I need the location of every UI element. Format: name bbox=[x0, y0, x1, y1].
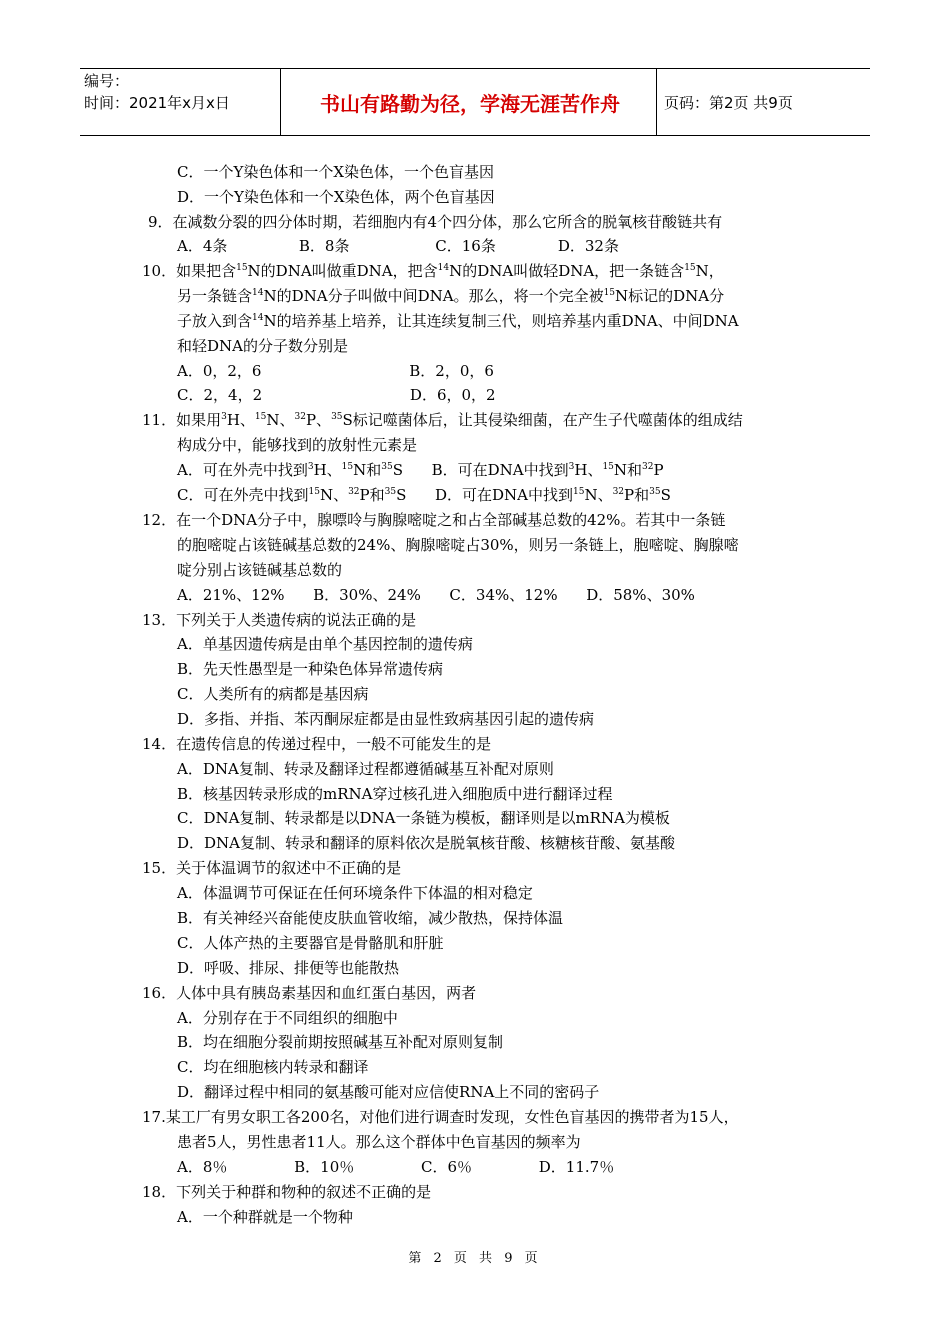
text-line: D．翻译过程中相同的氨基酸可能对应信使RNA上不同的密码子 bbox=[177, 1083, 600, 1101]
text-line: C．均在细胞核内转录和翻译 bbox=[177, 1058, 369, 1076]
text-line: C．可在外壳中找到$^{15}$N、$^{32}$P和$^{35}$S D．可在DNA中找到$^{15}$N、$^{32}$P和$^{35}$S bbox=[177, 486, 671, 504]
time-label: 时间：2021年x月x日 bbox=[84, 94, 230, 112]
text-line: 16．人体中具有胰岛素基因和血红蛋白基因，两者 bbox=[142, 984, 477, 1002]
text-line: 13．下列关于人类遗传病的说法正确的是 bbox=[142, 611, 417, 629]
text-line: A．21%、12% B．30%、24% C．34%、12% D．58%、30% bbox=[177, 586, 695, 604]
text-line: A．0，2，6 B．2，0，6 bbox=[177, 362, 494, 380]
code-label: 编号： bbox=[84, 72, 130, 90]
text-line: D．呼吸、排尿、排便等也能散热 bbox=[177, 959, 400, 977]
footer-page-number: 第 2 页 共 9 页 bbox=[408, 1251, 542, 1266]
page-footer bbox=[0, 1247, 950, 1266]
text-line: 子放入到含$^{14}$N的培养基上培养，让其连续复制三代，则培养基内重DNA、中间DNA bbox=[177, 312, 739, 330]
text-line: C．一个Y染色体和一个X染色体，一个色盲基因 bbox=[177, 163, 495, 181]
text-line: 的胞嘧啶占该链碱基总数的24%、胸腺嘧啶占30%，则另一条链上，胞嘧啶、胸腺嘧 bbox=[177, 536, 739, 554]
text-line: B．核基因转录形成的mRNA穿过核孔进入细胞质中进行翻译过程 bbox=[177, 785, 613, 803]
text-line: B．有关神经兴奋能使皮肤血管收缩，减少散热，保持体温 bbox=[177, 909, 564, 927]
text-line: C．人体产热的主要器官是骨骼肌和肝脏 bbox=[177, 934, 444, 952]
header-page-info: 页码：第2页 共9页 bbox=[664, 93, 793, 112]
text-line: B．均在细胞分裂前期按照碱基互补配对原则复制 bbox=[177, 1033, 504, 1051]
text-line: 构成分中，能够找到的放射性元素是 bbox=[177, 436, 418, 454]
text-line: C．DNA复制、转录都是以DNA一条链为模板，翻译则是以mRNA为模板 bbox=[177, 809, 670, 827]
text-line: A．单基因遗传病是由单个基因控制的遗传病 bbox=[177, 635, 473, 653]
text-line: 12．在一个DNA分子中，腺嘌呤与胸腺嘧啶之和占全部碱基总数的42%。若其中一条链 bbox=[142, 511, 726, 529]
text-line: 啶分别占该链碱基总数的 bbox=[177, 561, 343, 579]
text-line: A．分别存在于不同组织的细胞中 bbox=[177, 1009, 398, 1027]
text-line: A．4条 B．8条 C．16条 D．32条 bbox=[177, 237, 619, 255]
text-line: 9．在减数分裂的四分体时期，若细胞内有4个四分体，那么它所含的脱氧核苷酸链共有 bbox=[148, 213, 723, 231]
header-motto: 书山有路勤为径，学海无涯苦作舟 bbox=[320, 91, 620, 116]
text-line: D．多指、并指、苯丙酮尿症都是由显性致病基因引起的遗传病 bbox=[177, 710, 595, 728]
text-line: 10．如果把含$^{15}$N的DNA叫做重DNA，把含$^{14}$N的DNA叫做轻DNA，把一条链含$^{15}$N， bbox=[142, 262, 724, 280]
header-divider-right bbox=[656, 68, 657, 136]
text-line: A．体温调节可保证在任何环境条件下体温的相对稳定 bbox=[177, 884, 533, 902]
text-line: 18．下列关于种群和物种的叙述不正确的是 bbox=[142, 1183, 432, 1201]
header-divider-left bbox=[280, 68, 281, 136]
text-line: C．2，4，2 D．6，0，2 bbox=[177, 386, 496, 404]
header-meta bbox=[84, 70, 230, 114]
text-line: C．人类所有的病都是基因病 bbox=[177, 685, 369, 703]
text-line: A．8％ B．10％ C．6％ D．11.7％ bbox=[177, 1158, 615, 1176]
text-line: A．一个种群就是一个物种 bbox=[177, 1208, 353, 1226]
text-line: 14．在遗传信息的传递过程中，一般不可能发生的是 bbox=[142, 735, 492, 753]
text-line: 和轻DNA的分子数分别是 bbox=[177, 337, 348, 355]
page-header bbox=[80, 68, 870, 136]
text-line: B．先天性愚型是一种染色体异常遗传病 bbox=[177, 660, 444, 678]
text-line: A．可在外壳中找到$^3$H、$^{15}$N和$^{35}$S B．可在DNA中找到$^3$H、$^{15}$N和$^{32}$P bbox=[177, 461, 664, 479]
text-line: 患者5人，男性患者11人。那么这个群体中色盲基因的频率为 bbox=[177, 1133, 581, 1151]
text-line: D．一个Y染色体和一个X染色体，两个色盲基因 bbox=[177, 188, 495, 206]
text-line: 11．如果用$^3$H、$^{15}$N、$^{32}$P、$^{35}$S标记噬菌体后，让其侵染细菌，在产生子代噬菌体的组成结 bbox=[142, 411, 743, 429]
text-line: A．DNA复制、转录及翻译过程都遵循碱基互补配对原则 bbox=[177, 760, 554, 778]
text-line: 17.某工厂有男女职工各200名，对他们进行调查时发现，女性色盲基因的携带者为15人， bbox=[142, 1108, 739, 1126]
text-line: 另一条链含$^{14}$N的DNA分子叫做中间DNA。那么，将一个完全被$^{15}$N标记的DNA分 bbox=[177, 287, 725, 305]
text-line: D．DNA复制、转录和翻译的原料依次是脱氧核苷酸、核糖核苷酸、氨基酸 bbox=[177, 834, 676, 852]
text-line: 15．关于体温调节的叙述中不正确的是 bbox=[142, 859, 402, 877]
